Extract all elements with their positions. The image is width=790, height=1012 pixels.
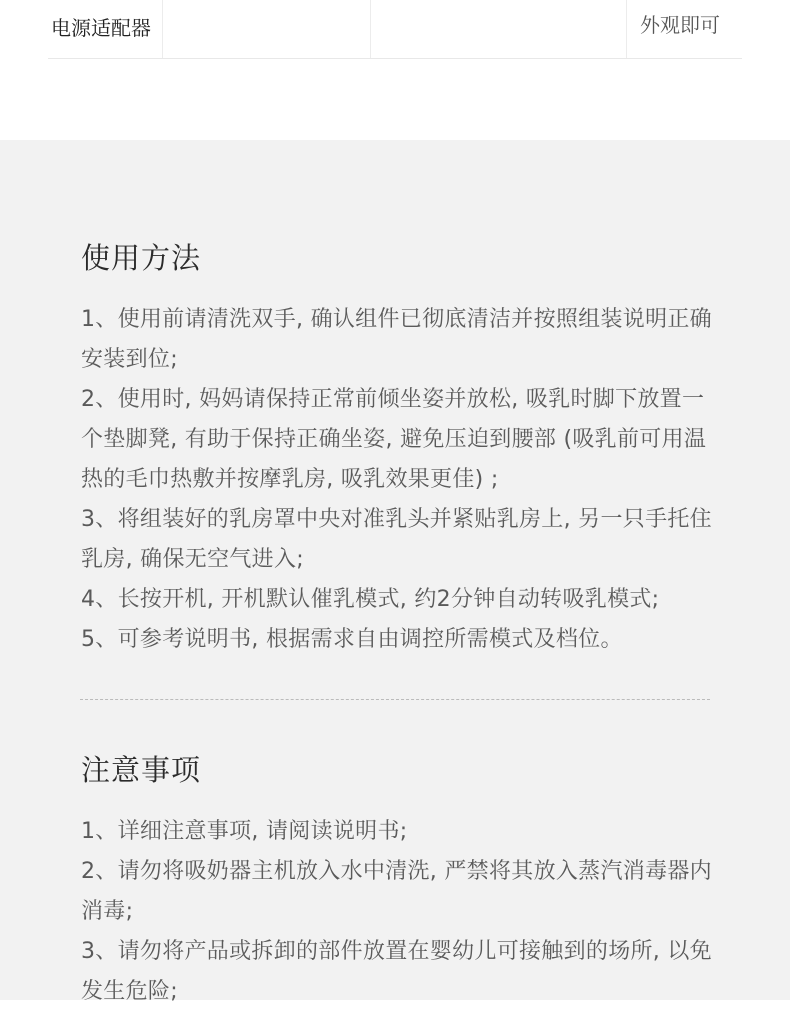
usage-item: 4、长按开机, 开机默认催乳模式, 约2分钟自动转吸乳模式; [81, 587, 660, 612]
usage-item: 2、使用时, 妈妈请保持正常前倾坐姿并放松, 吸乳时脚下放置一个垫脚凳, 有助于保持正确坐姿, 避免压迫到腰部 (吸乳前可用温热的毛巾热敷并按摩乳房, 吸乳效果更佳) ; [81, 387, 707, 492]
table-column-divider [162, 0, 163, 58]
notice-section-title: 注意事项 [81, 753, 202, 787]
usage-list [81, 300, 715, 660]
notice-item: 3、请勿将产品或拆卸的部件放置在婴幼儿可接触到的场所, 以免发生危险; [81, 939, 712, 1004]
table-row-divider [48, 58, 742, 59]
table-column-divider [626, 0, 627, 58]
table-row-label: 电源适配器 [51, 16, 151, 40]
usage-item: 1、使用前请清洗双手, 确认组件已彻底清洁并按照组装说明正确安装到位; [81, 307, 712, 372]
usage-item: 5、可参考说明书, 根据需求自由调控所需模式及档位。 [81, 627, 623, 652]
notice-list [81, 812, 715, 1012]
usage-item: 3、将组装好的乳房罩中央对准乳头并紧贴乳房上, 另一只手托住乳房, 确保无空气进入; [81, 507, 712, 572]
table-row-note: 外观即可 [640, 13, 720, 37]
notice-item: 1、详细注意事项, 请阅读说明书; [81, 819, 408, 844]
section-divider [80, 699, 710, 700]
usage-section-title: 使用方法 [81, 241, 202, 275]
table-column-divider [370, 0, 371, 58]
instructions-panel [0, 140, 790, 1004]
notice-item: 2、请勿将吸奶器主机放入水中清洗, 严禁将其放入蒸汽消毒器内消毒; [81, 859, 712, 924]
parts-table [0, 0, 790, 140]
